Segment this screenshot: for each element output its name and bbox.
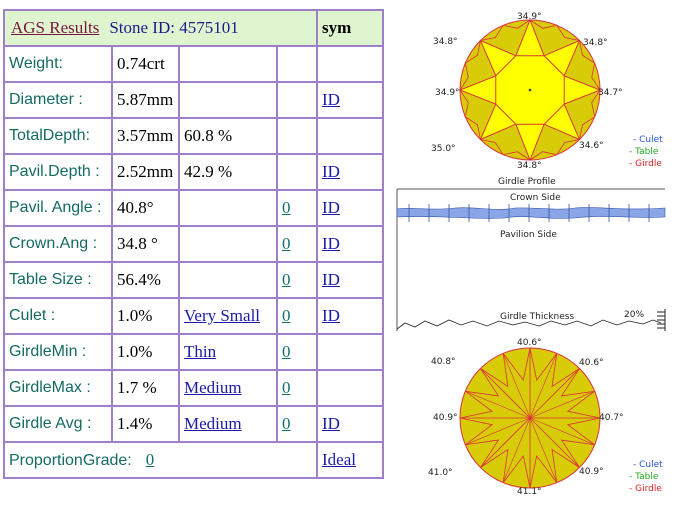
- row-extra-cell: [179, 370, 277, 406]
- ideal-link[interactable]: Ideal: [322, 450, 356, 469]
- row-value: 1.7 %: [112, 370, 179, 406]
- row-id-cell: [317, 334, 383, 370]
- id-link[interactable]: ID: [322, 198, 340, 217]
- row-grade-cell: [277, 190, 317, 226]
- id-link[interactable]: ID: [322, 90, 340, 109]
- girdle-profile: [395, 187, 677, 337]
- crown-angle-label: 34.9°: [517, 12, 542, 22]
- pavilion-angle-label: 40.6°: [517, 338, 542, 348]
- row-id-cell: [317, 46, 383, 82]
- girdle-thickness-pct: 20%: [624, 310, 645, 320]
- row-extra-cell: [179, 334, 277, 370]
- crown-legend-culet: - Culet: [633, 135, 663, 145]
- row-label: Girdle Avg :: [4, 406, 112, 442]
- table-row: [4, 82, 383, 118]
- row-id-cell: [317, 118, 383, 154]
- id-link[interactable]: ID: [322, 414, 340, 433]
- grade-score-link[interactable]: 0: [282, 378, 291, 397]
- pavilion-angle-label: 40.8°: [431, 357, 456, 367]
- crown-angle-label: 35.0°: [431, 144, 456, 154]
- row-value: 2.52mm: [112, 154, 179, 190]
- crown-legend-table: - Table: [629, 147, 659, 157]
- table-row: [4, 46, 383, 82]
- row-grade-cell: [277, 298, 317, 334]
- row-label: GirdleMax :: [4, 370, 112, 406]
- grade-score-link[interactable]: 0: [282, 270, 291, 289]
- pavilion-legend-culet: - Culet: [633, 460, 663, 470]
- grade-score-link[interactable]: 0: [282, 342, 291, 361]
- pavilion-angle-label: 40.9°: [579, 467, 604, 477]
- crown-angle-label: 34.8°: [583, 38, 608, 48]
- crown-legend-girdle: - Girdle: [629, 159, 662, 169]
- row-value: 56.4%: [112, 262, 179, 298]
- row-label: Table Size :: [4, 262, 112, 298]
- row-extra-cell: [179, 226, 277, 262]
- row-value: 34.8 °: [112, 226, 179, 262]
- culet-dot: [529, 89, 532, 92]
- crown-angle-label: 34.8°: [433, 37, 458, 47]
- pavilion-angle-label: 40.7°: [599, 413, 624, 423]
- row-extra: 60.8 %: [184, 126, 233, 145]
- table-row: [4, 154, 383, 190]
- table-row: [4, 406, 383, 442]
- results-title-link[interactable]: AGS Results: [11, 18, 100, 37]
- header-cell: [4, 10, 317, 46]
- grade-link[interactable]: Thin: [184, 342, 217, 361]
- id-link[interactable]: ID: [322, 306, 340, 325]
- row-id-cell: [317, 370, 383, 406]
- grade-score-link[interactable]: 0: [282, 306, 291, 325]
- row-grade-cell: [277, 406, 317, 442]
- row-value: 0.74crt: [112, 46, 179, 82]
- crown-diagram: [395, 5, 677, 185]
- row-extra-cell: [179, 262, 277, 298]
- table-row: [4, 118, 383, 154]
- row-value: 1.0%: [112, 298, 179, 334]
- proportion-grade-link[interactable]: 0: [145, 450, 155, 469]
- proportion-cell: [4, 442, 317, 478]
- row-id-cell: [317, 298, 383, 334]
- pavilion-legend-table: - Table: [629, 472, 659, 482]
- row-id-cell: [317, 154, 383, 190]
- row-value: 5.87mm: [112, 82, 179, 118]
- row-grade-cell: [277, 118, 317, 154]
- pavilion-angle-label: 41.1°: [517, 487, 542, 497]
- table-row: [4, 298, 383, 334]
- crown-side-label: Crown Side: [510, 193, 561, 203]
- girdle-profile-title: Girdle Profile: [498, 177, 556, 185]
- row-label: Pavil. Angle :: [4, 190, 112, 226]
- row-label: Crown.Ang :: [4, 226, 112, 262]
- row-grade-cell: [277, 46, 317, 82]
- grade-link[interactable]: Medium: [184, 378, 242, 397]
- results-header: [4, 10, 383, 46]
- table-row: [4, 370, 383, 406]
- crown-angle-label: 34.8°: [517, 161, 542, 171]
- stone-id-value: 4575101: [179, 18, 239, 37]
- row-label: Weight:: [4, 46, 112, 82]
- row-extra-cell: [179, 46, 277, 82]
- table-row: [4, 190, 383, 226]
- girdle-thickness-label: Girdle Thickness: [500, 312, 575, 322]
- row-extra-cell: [179, 298, 277, 334]
- grade-link[interactable]: Medium: [184, 414, 242, 433]
- grade-score-link[interactable]: 0: [282, 414, 291, 433]
- girdle-band: [397, 208, 665, 219]
- row-extra-cell: [179, 190, 277, 226]
- pavilion-diagram: [395, 336, 677, 518]
- crown-angle-label: 34.6°: [579, 141, 604, 151]
- crown-angle-label: 34.7°: [598, 88, 623, 98]
- pavilion-angle-label: 41.0°: [428, 468, 453, 478]
- grade-score-link[interactable]: 0: [282, 198, 291, 217]
- crown-angle-label: 34.9°: [435, 88, 460, 98]
- row-grade-cell: [277, 370, 317, 406]
- row-label: Culet :: [4, 298, 112, 334]
- row-value: 40.8°: [112, 190, 179, 226]
- row-id-cell: [317, 262, 383, 298]
- stone-id-label: Stone ID:: [109, 18, 175, 37]
- table-row: [4, 226, 383, 262]
- row-grade-cell: [277, 154, 317, 190]
- row-label: Pavil.Depth :: [4, 154, 112, 190]
- row-label: TotalDepth:: [4, 118, 112, 154]
- row-grade-cell: [277, 334, 317, 370]
- results-table: [3, 9, 384, 479]
- row-id-cell: [317, 190, 383, 226]
- row-extra-cell: [179, 154, 277, 190]
- pavilion-legend-girdle: - Girdle: [629, 484, 662, 494]
- grade-score-link[interactable]: 0: [282, 234, 291, 253]
- row-extra-cell: [179, 406, 277, 442]
- id-link[interactable]: ID: [322, 162, 340, 181]
- pavilion-angle-label: 40.6°: [579, 358, 604, 368]
- row-id-cell: [317, 406, 383, 442]
- row-id-cell: [317, 82, 383, 118]
- table-row: [4, 262, 383, 298]
- row-label: Diameter :: [4, 82, 112, 118]
- row-grade-cell: [277, 262, 317, 298]
- proportion-result-cell: [317, 442, 383, 478]
- id-link[interactable]: ID: [322, 234, 340, 253]
- row-value: 1.4%: [112, 406, 179, 442]
- row-value: 3.57mm: [112, 118, 179, 154]
- row-grade-cell: [277, 226, 317, 262]
- pavilion-side-label: Pavilion Side: [500, 230, 557, 240]
- proportion-row: [4, 442, 383, 478]
- proportion-label: ProportionGrade:: [9, 452, 132, 469]
- pavilion-angle-label: 40.9°: [433, 413, 458, 423]
- row-extra-cell: [179, 118, 277, 154]
- row-id-cell: [317, 226, 383, 262]
- grade-link[interactable]: Very Small: [184, 306, 261, 325]
- table-row: [4, 334, 383, 370]
- row-label: GirdleMin :: [4, 334, 112, 370]
- id-link[interactable]: ID: [322, 270, 340, 289]
- row-value: 1.0%: [112, 334, 179, 370]
- row-extra: 42.9 %: [184, 162, 233, 181]
- row-grade-cell: [277, 82, 317, 118]
- row-extra-cell: [179, 82, 277, 118]
- sym-header: sym: [317, 10, 383, 46]
